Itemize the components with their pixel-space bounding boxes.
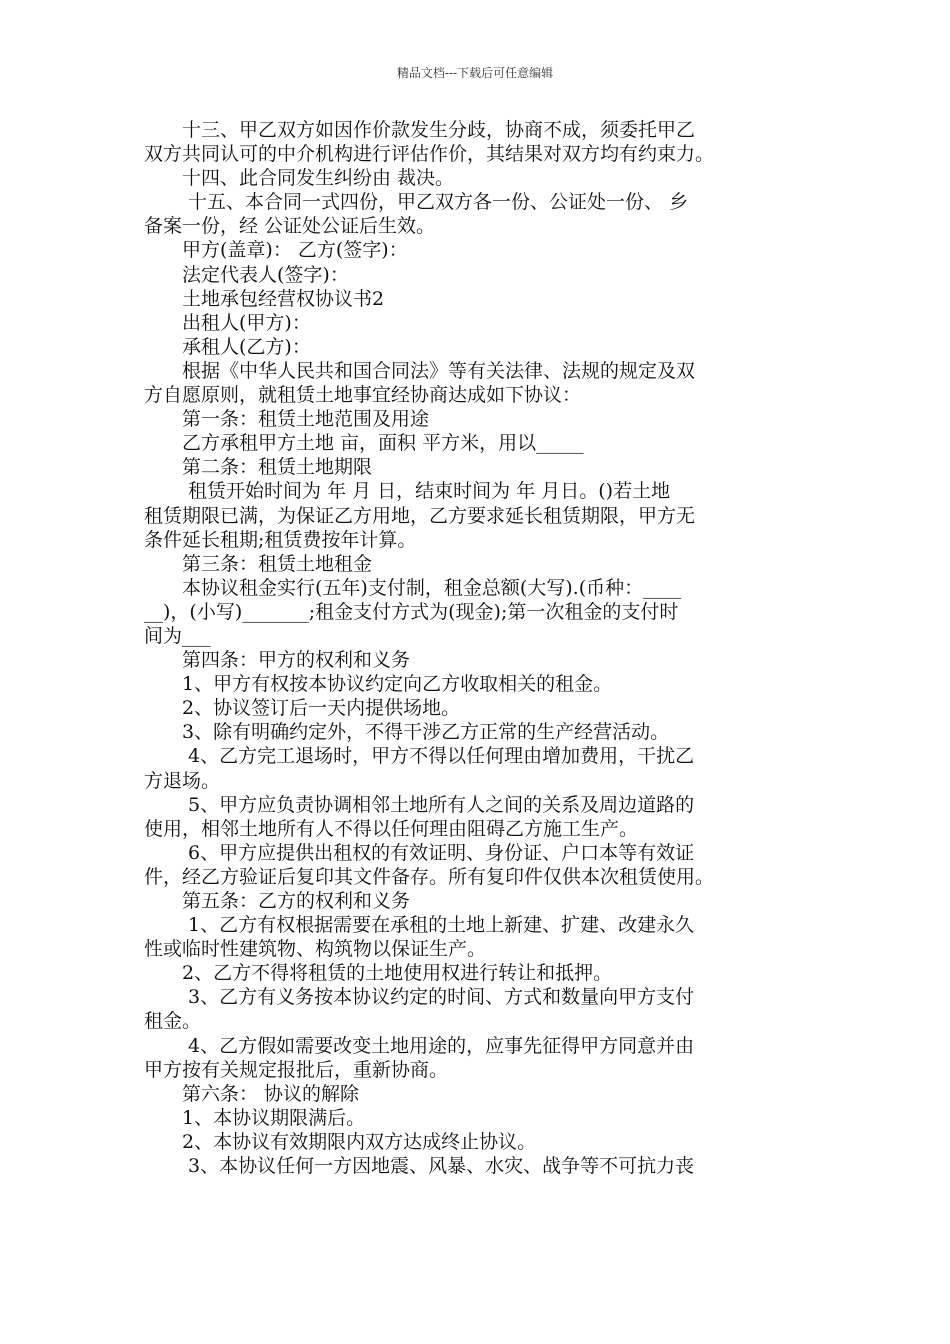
- text-line: 3、除有明确约定外，不得干涉乙方正常的生产经营活动。: [144, 721, 670, 744]
- text-line: 出租人(甲方)：: [144, 311, 311, 334]
- text-line: 4、乙方完工退场时，甲方不得以任何理由增加费用，干扰乙: [144, 745, 695, 768]
- text-line: 2、本协议有效期限内双方达成终止协议。: [144, 1130, 537, 1153]
- text-line: 十四、此合同发生纠纷由 裁决。: [144, 167, 455, 190]
- text-line: 十三、甲乙双方如因作价款发生分歧，协商不成，须委托甲乙: [144, 119, 696, 141]
- text-line: 本协议租金实行(五年)支付制，租金总额(大写).(币种：____: [144, 576, 682, 599]
- text-line: 第六条： 协议的解除: [144, 1082, 360, 1105]
- text-line: 第三条：租赁土地租金: [144, 552, 373, 575]
- text-line: 使用，相邻土地所有人不得以任何理由阻碍乙方施工生产。: [144, 817, 639, 840]
- text-line: 1、乙方有权根据需要在承租的土地上新建、扩建、改建永久: [144, 914, 695, 937]
- text-line: 3、本协议任何一方因地震、风暴、水灾、战争等不可抗力丧: [144, 1155, 695, 1178]
- text-line: 租赁期限已满，为保证乙方用地，乙方要求延长租赁期限，甲方无: [144, 504, 696, 527]
- text-line: 第一条：租赁土地范围及用途: [144, 408, 430, 431]
- text-line: 5、甲方应负责协调相邻土地所有人之间的关系及周边道路的: [144, 793, 695, 816]
- text-line: 间为___: [144, 624, 211, 647]
- text-line: 2、协议签订后一天内提供场地。: [144, 697, 461, 720]
- text-line: 第五条：乙方的权利和义务: [144, 890, 411, 912]
- text-line: 法定代表人(签字)：: [144, 263, 349, 286]
- page-header: 精品文档---下载后可任意编辑: [396, 66, 554, 80]
- text-line: 双方共同认可的中介机构进行评估作价，其结果对双方均有约束力。: [144, 143, 715, 166]
- text-line: 根据《中华人民共和国合同法》等有关法律、法规的规定及双: [144, 359, 696, 382]
- document-body: [144, 118, 814, 1178]
- text-line: 件，经乙方验证后复印其文件备存。所有复印件仅供本次租赁使用。: [144, 865, 715, 888]
- text-line: 1、甲方有权按本协议约定向乙方收取相关的租金。: [144, 673, 613, 696]
- text-line: 3、乙方有义务按本协议约定的时间、方式和数量向甲方支付: [144, 986, 695, 1009]
- text-line: __)，(小写)_______;租金支付方式为(现金);第一次租金的支付时: [144, 600, 679, 623]
- text-line: 乙方承租甲方土地 亩，面积 平方米，用以_____: [144, 432, 584, 455]
- text-line: 土地承包经营权协议书2: [144, 287, 385, 310]
- text-line: 租金。: [144, 1010, 202, 1033]
- text-line: 1、本协议期限满后。: [144, 1106, 366, 1129]
- text-line: 2、乙方不得将租赁的土地使用权进行转让和抵押。: [144, 962, 613, 985]
- text-line: 性或临时性建筑物、构筑物以保证生产。: [144, 938, 487, 961]
- text-line: 方退场。: [144, 769, 221, 792]
- text-line: 第四条：甲方的权利和义务: [144, 649, 411, 672]
- text-line: 承租人(乙方)：: [144, 335, 311, 358]
- text-line: 备案一份，经 公证处公证后生效。: [144, 215, 436, 238]
- text-line: 租赁开始时间为 年 月 日，结束时间为 年 月日。()若土地: [144, 480, 671, 503]
- text-line: 4、乙方假如需要改变土地用途的，应事先征得甲方同意并由: [144, 1034, 695, 1057]
- text-line: 方自愿原则，就租赁土地事宜经协商达成如下协议：: [144, 384, 582, 407]
- text-line: 甲方按有关规定报批后，重新协商。: [144, 1058, 449, 1081]
- text-line: 第二条：租赁土地期限: [144, 456, 373, 479]
- text-line: 6、甲方应提供出租权的有效证明、身份证、户口本等有效证: [144, 841, 695, 864]
- text-line: 条件延长租期;租赁费按年计算。: [144, 528, 417, 551]
- text-line: 十五、本合同一式四份，甲乙双方各一份、公证处一份、 乡: [144, 191, 689, 214]
- text-line: 甲方(盖章)： 乙方(签字)：: [144, 239, 408, 262]
